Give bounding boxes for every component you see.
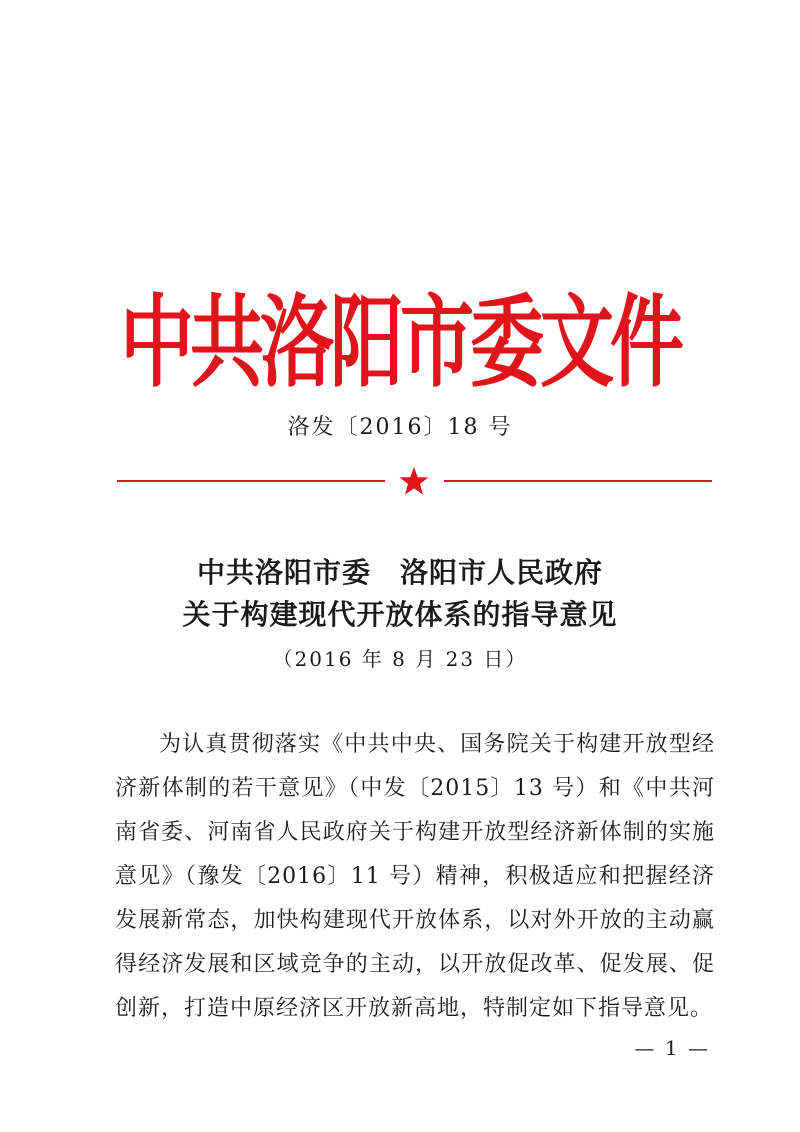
red-separator (0, 466, 800, 496)
page-number: — 1 — (634, 1036, 710, 1060)
document-title-line2: 关于构建现代开放体系的指导意见 (182, 598, 618, 631)
star-icon (398, 466, 430, 496)
document-date: （2016 年 8 月 23 日） (272, 647, 528, 671)
body-paragraph: 为认真贯彻落实《中共中央、国务院关于构建开放型经济新体制的若干意见》（中发〔2015〕13 号）和《中共河南省委、河南省人民政府关于构建开放型经济新体制的实施意见》（豫发〔2016〕11 号）精神，积极适应和把握经济发展新常态，加快构建现代开放体系，以对外开放的主动赢得经济发展和区域竞争的主动，以开放促改革、促发展、促创新，打造中原经济区开放新高地，特制定如下指导意见。 (115, 732, 715, 1021)
document-title-line1: 中共洛阳市委 洛阳市人民政府 (196, 556, 603, 589)
separator-line-left (117, 480, 385, 482)
separator-line-right (444, 480, 712, 482)
document-masthead: 中共洛阳市委文件 (120, 284, 680, 402)
document-number: 洛发〔2016〕18 号 (287, 415, 513, 440)
